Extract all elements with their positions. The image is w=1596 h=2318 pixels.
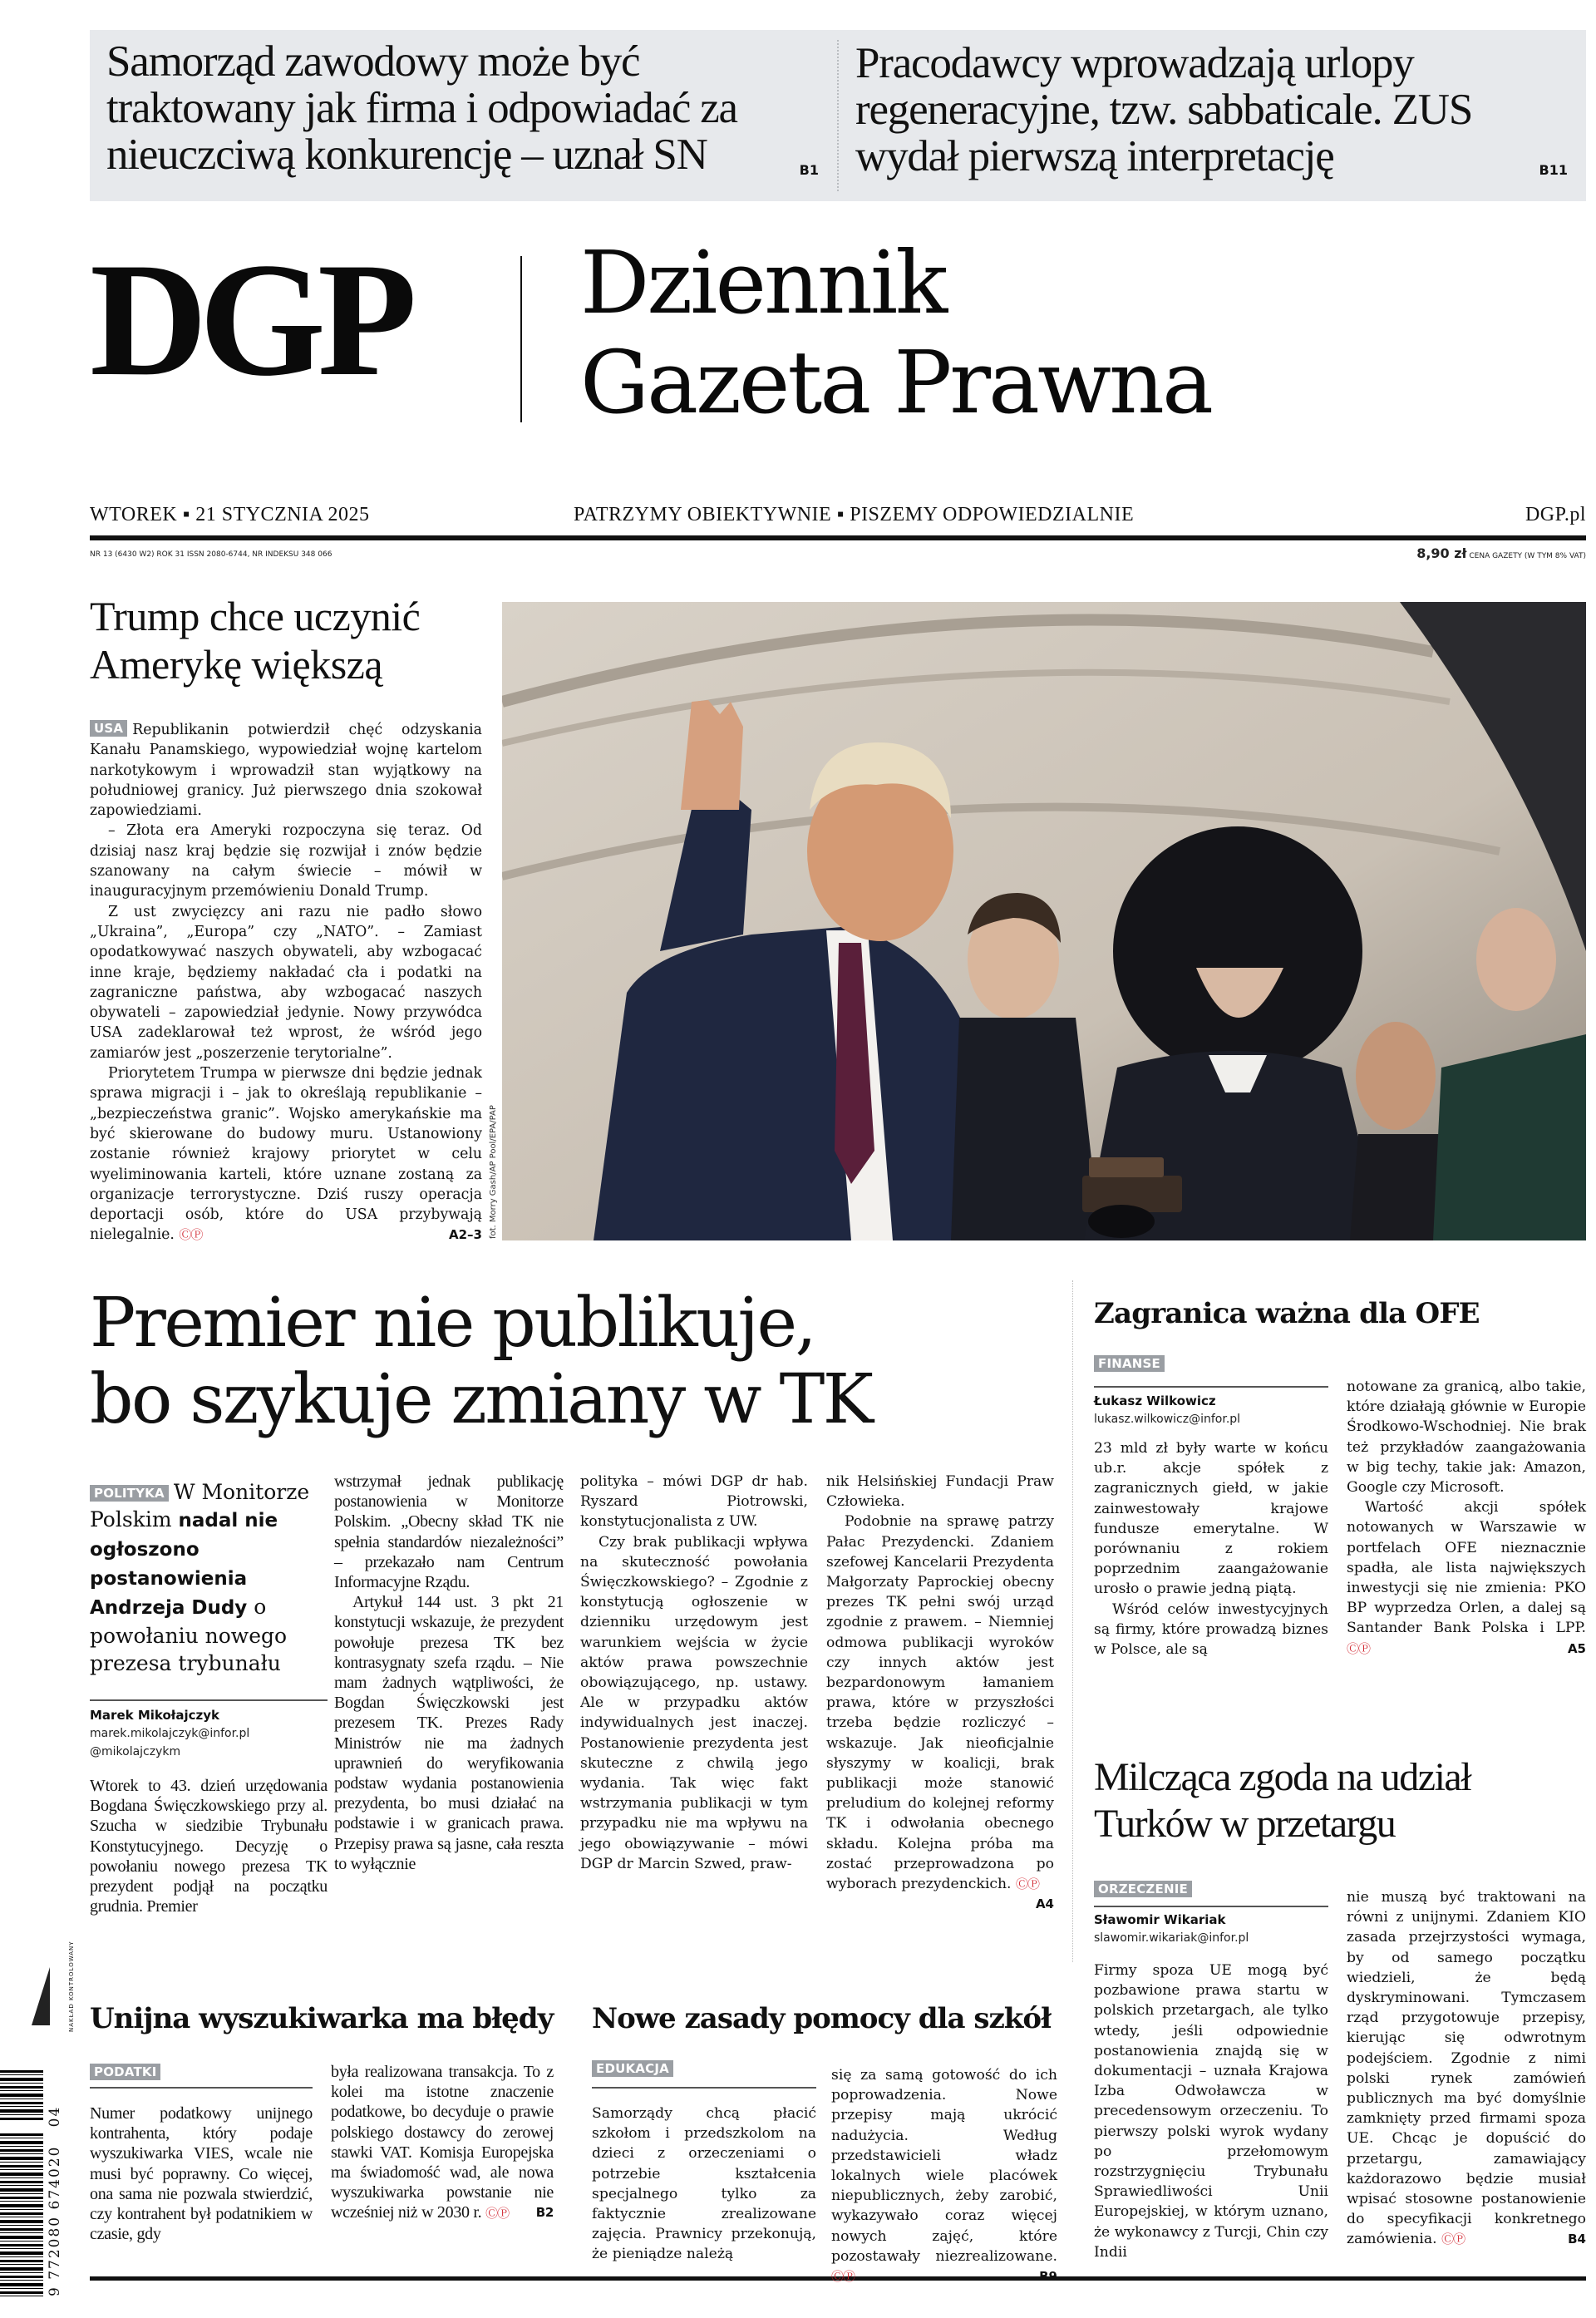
issue-line [90, 545, 1586, 561]
page-ref: B2 [535, 2205, 554, 2221]
author-name: Marek Mikołajczyk [90, 1708, 219, 1723]
page-ref: A5 [1567, 1640, 1586, 1656]
barcode-bars [0, 2070, 43, 2296]
copyright-icon: ⒸⓅ [831, 2269, 855, 2285]
page-ref: B9 [1039, 2269, 1057, 2285]
vies-column-1: Numer podatkowy unijnego kontrahenta, który podaje wyszukiwarka VIES, wcale nie musi być poprawny. Co więcej, ona sama nie pozwala stwierdzić, czy kontrahent był podatnikiem w czasie, gdy [90, 2104, 313, 2244]
copyright-icon: ⒸⓅ [485, 2206, 510, 2222]
byline [1094, 1392, 1328, 1428]
byline-rule [90, 2087, 313, 2089]
section-tag: PODATKI [90, 2064, 160, 2080]
issue-date: WTOREK ▪ 21 STYCZNIA 2025 [90, 504, 370, 525]
ofe-column-1: 23 mld zł były warte w końcu ub.r. akcje spółek z zagranicznych giełd, w jakie zainwestowały krajowe fundusze emerytalne. W porównaniu z rokiem poprzednim zaangażowanie urosło o prawie jedną piątą. Wśród celów inwestycyjnych są firmy, które prowadzą biznes w Polsce, ale są [1094, 1440, 1328, 1659]
copyright-icon: ⒸⓅ [1441, 2232, 1465, 2247]
lead-article-body [90, 720, 482, 1245]
teaser-right[interactable] [837, 40, 1586, 191]
price-value: 8,90 zł [1416, 545, 1467, 561]
section-tag: USA [90, 720, 127, 737]
page-ref: A4 [1035, 1896, 1054, 1912]
masthead [90, 229, 1586, 491]
audit-triangle-icon [32, 1967, 50, 2025]
vies-headline[interactable]: Unijna wyszukiwarka ma błędy [90, 2002, 554, 2035]
dateline [90, 504, 1586, 527]
ofe-headline[interactable]: Zagranica ważna dla OFE [1094, 1297, 1480, 1330]
author-email[interactable]: slawomir.wikariak@infor.pl [1094, 1931, 1249, 1945]
copyright-icon: ⒸⓅ [1015, 1877, 1039, 1892]
barcode [0, 2070, 62, 2296]
price-note: CENA GAZETY (W TYM 8% VAT) [1469, 552, 1586, 560]
teaser-page-ref: B11 [1539, 162, 1568, 178]
byline-rule [1094, 1906, 1328, 1907]
tk-column-2: wstrzymał jednak publikację postanowienia w Monitorze Polskim. „Obecny skład TK nie spełnia standardów niezależności” – przekazało nam Centrum Informacyjne Rządu. Artykuł 144 ust. 3 pkt 21 konstytucji wskazuje, że prezydent powołuje prezesa TK bez kontrasygnaty szefa rządu. – Nie mam żadnych wątpliwości, że Bogdan Święczkowski jest prezesem TK. Prezes Rady Ministrów nie ma żadnych uprawnień do weryfikowania podstaw wydania postanowienia prezydenta, bo musi działać na podstawie i w granicach prawa. Przepisy prawa są jasne, cała reszta to wyłącznie [334, 1472, 564, 1873]
issue-info: NR 13 (6430 W2) ROK 31 ISSN 2080-6744, NR INDEKSU 348 066 [90, 550, 332, 559]
kio-column-2: nie muszą być traktowani na równi z unijnymi. Zdaniem KIO zasada przejrzystości wymaga, by od samego początku wiedzieli, że będą dyskryminowani. Tymczasem rząd przygotowuje przepisy, kierując się odwrotnym podejściem. Zgodnie z nimi polski rynek zamówień publicznych ma być domyślnie zamknięty przed firmami spoza UE. Chcąc je dopuścić do przetargu, zamawiający każdorazowo będzie musiał wpisać stosowne postanowienie do specyfikacji konkretnego zamówienia. ⒸⓅ B4 [1347, 1887, 1586, 2250]
column-separator [1072, 1280, 1073, 1962]
lead-paragraph: USA Republikanin potwierdził chęć odzyskania Kanału Panamskiego, wypowiedział wojnę kartelom narkotykowym i wprowadził stan wyjątkowy na południowej granicy. Już pierwszego dnia szokował zapowiedziami. [90, 721, 482, 820]
copyright-icon: ⒸⓅ [179, 1227, 203, 1243]
lead-photo[interactable] [502, 602, 1586, 1240]
newspaper-name-line2: Gazeta Prawna [580, 332, 1211, 433]
byline-rule [1094, 1386, 1328, 1388]
teaser-title: Samorząd zawodowy może być traktowany jak firma i odpowiadać za nieuczciwą konkurencję – uznał SN [106, 37, 737, 179]
teaser-title: Pracodawcy wprowadzają urlopy regeneracyjne, tzw. sabbaticale. ZUS wydał pierwszą interpretację [855, 39, 1473, 180]
author-email[interactable]: marek.mikolajczyk@infor.pl [90, 1727, 250, 1740]
author-name: Sławomir Wikariak [1094, 1912, 1226, 1927]
lead-paragraph: – Złota era Ameryki rozpoczyna się teraz. Od dzisiaj nasz kraj będzie się rozwijał i znów będzie szanowany na całym świecie – mówił w inauguracyjnym przemówieniu Donald Trump. [90, 822, 482, 900]
schools-column-1: Samorządy chcą płacić szkołom i przedszkolom na dzieci z orzeczeniami o potrzebie kształcenia specjalnego tylko za faktycznie zrealizowane zajęcia. Prawnicy przekonują, że pieniądze należą [592, 2105, 816, 2263]
kio-headline[interactable]: Milcząca zgoda na udział Turków w przetargu [1094, 1755, 1471, 1846]
logo-divider [520, 256, 522, 422]
section-tag: ORZECZENIE [1094, 1881, 1192, 1897]
teaser-strip [90, 30, 1586, 201]
teaser-page-ref: B1 [799, 162, 819, 178]
section-tag: POLITYKA [90, 1485, 169, 1502]
author-handle[interactable]: @mikolajczykm [90, 1745, 181, 1758]
ofe-column-2: notowane za granicą, albo takie, które działają głównie w Europie Środkowo-Wschodniej. Nie brak też przykładów zaangażowania w big techy, takie jak: Amazon, Google czy Microsoft. Wartość akcji spółek notowanych w Warszawie w portfelach OFE nieznacznie spadła, ale lista największych inwestycji się nie zmienia: PKO BP wyprzedza Orlen, a dalej są Santander Bank Polska i LPP. ⒸⓅ A5 [1347, 1377, 1586, 1659]
author-name: Łukasz Wilkowicz [1094, 1393, 1216, 1408]
photo-credit: fot. Morry Gash/AP Pool/EPA/PAP [489, 1105, 498, 1239]
section-tag: EDUKACJA [592, 2060, 673, 2077]
copyright-icon: ⒸⓅ [1347, 1640, 1371, 1656]
motto: PATRZYMY OBIEKTYWNIE ▪ PISZEMY ODPOWIEDZIALNIE [574, 504, 1135, 525]
newspaper-name-line1: Dziennik [580, 232, 946, 333]
lead-paragraph: Priorytetem Trumpa w pierwsze dni będzie jednak sprawa migracji i – jak to określają republikanie – „bezpieczeństwa granic”. Wojsko amerykańskie ma być skierowane do budowy muru. Ustanowiony zostanie również krajowy priorytet w celu wyeliminowania karteli, które uznane zostaną za organizacje terrorystyczne. Dziś ruszy operacja deportacji osób, które do USA przybywają nielegalnie. ⒸⓅ A2–3 [90, 1063, 482, 1245]
tk-column-1: Wtorek to 43. dzień urzędowania Bogdana Święczkowskiego przy al. Szucha w siedzibie Trybunału Konstytucyjnego. Decyzję o powołaniu nowego prezesa TK prezydent podjął na początku grudnia. Premier [90, 1777, 328, 1916]
kio-column-1: Firmy spoza UE mogą być pozbawione prawa startu w polskich przetargach, ale tylko wtedy, jeśli odpowiednie postanowienia znajdą się w dokumentacji – uznała Krajowa Izba Odwoławcza w precedensowym orzeczeniu. To pierwszy polski wyrok wydany po przełomowym rozstrzygnięciu Trybunału Sprawiedliwości Unii Europejskiej, w którym uznano, że wykonawcy z Turcji, Chin czy Indii [1094, 1962, 1328, 2261]
byline-rule [90, 1699, 328, 1701]
inauguration-photo-illustration [502, 602, 1586, 1240]
circulation-audit-mark [25, 1941, 76, 2034]
byline-rule [592, 2087, 816, 2089]
lead-paragraph: Z ust zwycięzcy ani razu nie padło słowo „Ukraina”, „Europa” czy „NATO”. – Zamiast opodatkowywać naszych obywateli, aby wzbogacać inne kraje, będziemy nakładać cła i podatki na zagraniczne państwa, aby wzbogacać naszych obywateli – zapowiedział jedynie. Nowy przywódca USA zadeklarował też wprost, że wśród jego zamiarów jest „poszerzenie terytorialne”. [90, 903, 482, 1062]
schools-column-2: się za samą gotowość do ich poprowadzenia. Nowe przepisy mają ukrócić nadużycia. Według przedstawicieli władz lokalnych wiele placówek niepublicznych, żeby zarobić, wykazywało coraz więcej nowych zajęć, które pozostawały niezrealizowane. ⒸⓅ B9 [831, 2065, 1057, 2286]
byline [1094, 1911, 1328, 1947]
teaser-left[interactable] [90, 30, 837, 201]
barcode-digits: 9 772080 674020 04 [47, 2105, 63, 2296]
dgp-logo: DGP [90, 229, 409, 410]
section-tag: FINANSE [1094, 1355, 1165, 1372]
masthead-rule [90, 535, 1586, 540]
tk-deck: POLITYKA W Monitorze Polskim nadal nie ogłoszono postanowienia Andrzeja Dudy o powołaniu nowego prezesa trybunału [90, 1480, 310, 1675]
author-email[interactable]: lukasz.wilkowicz@infor.pl [1094, 1413, 1241, 1426]
lead-headline[interactable]: Trump chce uczynić Amerykę większą [90, 593, 421, 688]
newspaper-name [580, 233, 1211, 432]
vies-column-2: była realizowana transakcja. To z kolei ma istotne znaczenie podatkowe, bo decyduje o prawie polskiego dostawcy do zerowej stawki VAT. Komisja Europejska ma świadomość wad, ale nowa wyszukiwarka powstanie nie wcześniej niż w 2030 r. ⒸⓅ B2 [331, 2063, 554, 2222]
deck-emphasis: nadal nie ogłoszono postanowienia Andrzeja Dudy [90, 1510, 278, 1619]
tk-column-3: polityka – mówi DGP dr hab. Ryszard Piotrowski, konstytucjonalista z UW. Czy brak publikacji wpływa na skuteczność powołania Święczkowskiego? – Zgodnie z konstytucją ogłoszenie w dzienniku urzędowym jest warunkiem wejścia w życie aktów prawa powszechnie obowiązującego, np. ustawy. Ale w przypadku aktów indywidualnych jest inaczej. Postanowienie prezydenta jest skuteczne z chwilą jego wydania. Tak więc fakt wstrzymania publikacji w tym przypadku nie ma wpływu na jego obowiązywanie – mówi DGP dr Marcin Szwed, praw- [580, 1473, 808, 1872]
tk-column-4: nik Helsińskiej Fundacji Praw Człowieka. Podobnie na sprawę patrzy Pałac Prezydencki. Zdaniem szefowej Kancelarii Prezydenta Małgorzaty Paprockiej obecny prezes TK pełni swój urząd zgodnie z prawem. – Niemniej odmowa publikacji wyroków czy innych aktów jest bezpardonowym łamaniem prawa, które w przyszłości trzeba będzie rozliczyć – wskazuje. Jak nieoficjalnie słyszymy w koalicji, brak publikacji może stanowić preludium do kolejnej reformy TK i odwołania obecnego składu. Kolejna próba ma zostać przeprowadzona po wyborach prezydenckich. ⒸⓅ A4 [826, 1472, 1054, 1914]
website-link[interactable]: DGP.pl [1525, 504, 1586, 525]
audit-label: NAKŁAD KONTROLOWANY [68, 1941, 75, 2032]
byline [90, 1706, 328, 1761]
page-ref: B4 [1568, 2232, 1586, 2247]
price [1416, 545, 1586, 561]
page-ref: A2–3 [449, 1227, 482, 1243]
main-headline[interactable]: Premier nie publikuje, bo szykuje zmiany w TK [90, 1284, 872, 1439]
schools-headline[interactable]: Nowe zasady pomocy dla szkół [592, 2002, 1052, 2035]
